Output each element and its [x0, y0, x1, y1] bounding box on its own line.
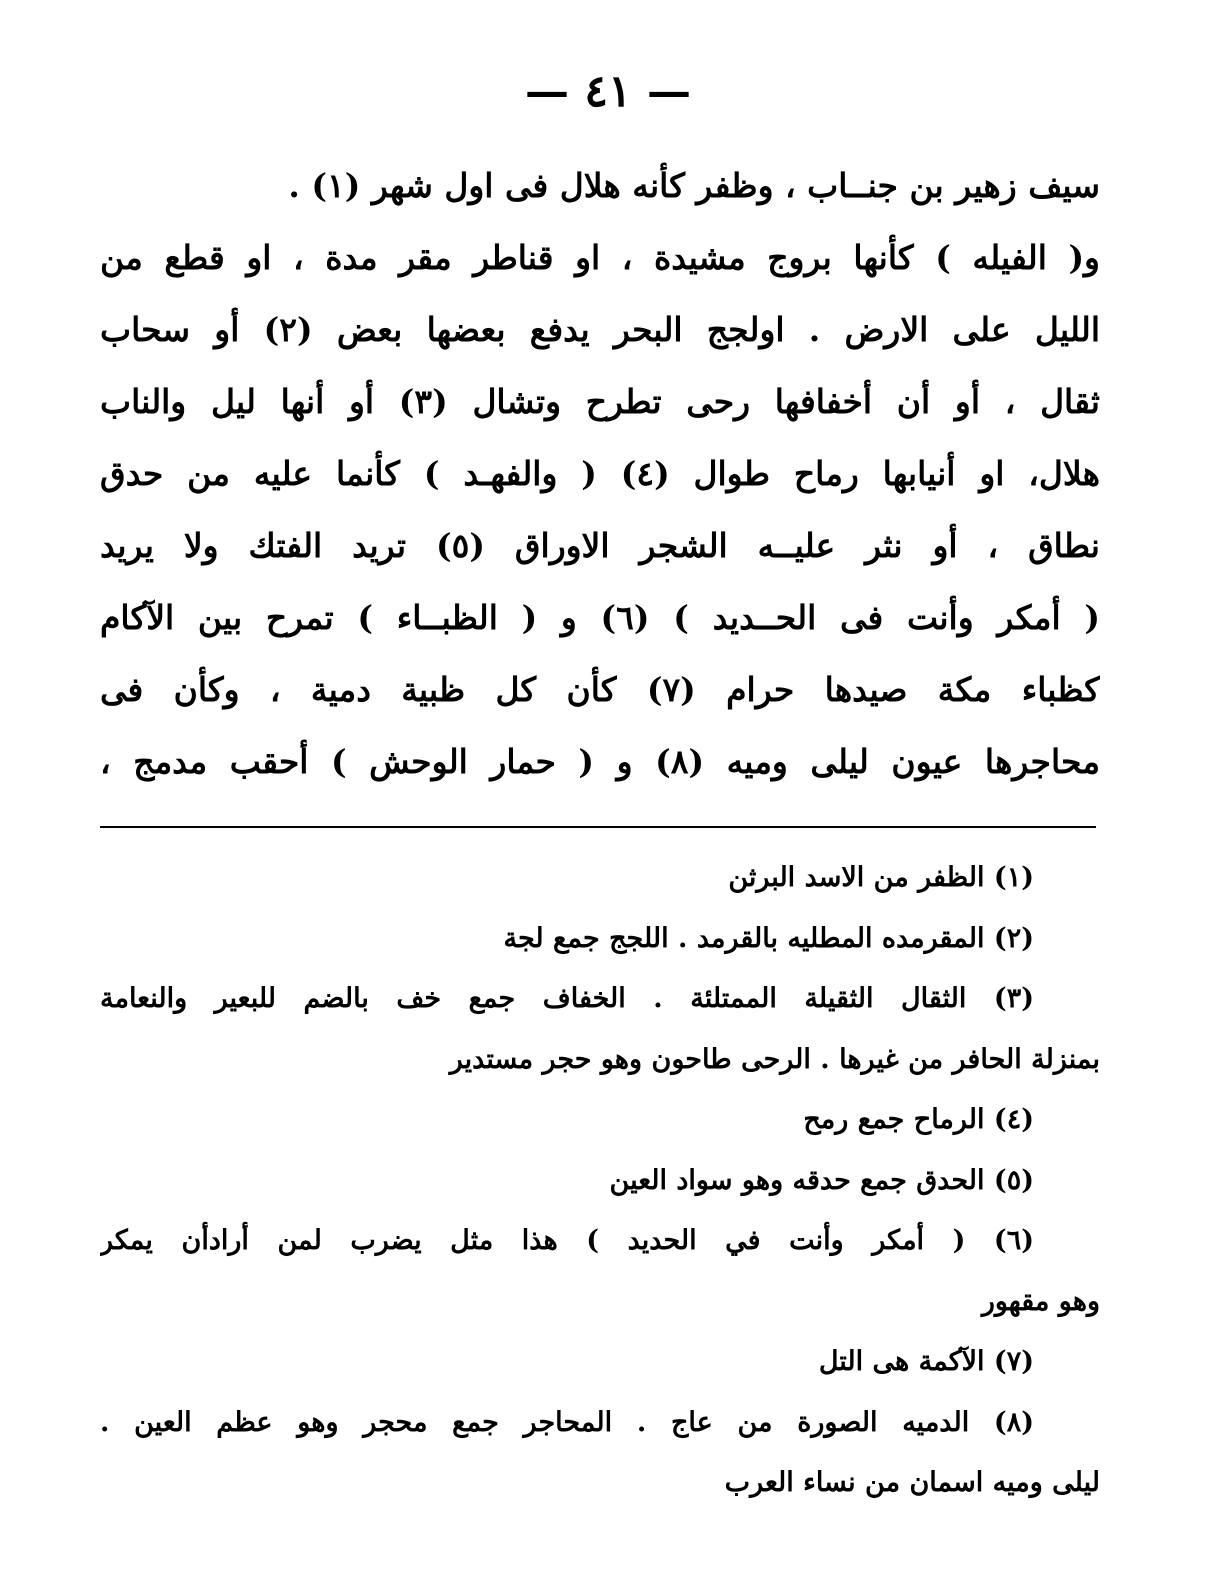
footnote-line: (٥) الحدق جمع حدقه وهو سواد العين: [609, 1164, 1034, 1196]
body-line: محاجرها عيون ليلى وميه (٨) و ( حمار الوحش ) أحقب مدمج ،: [100, 742, 1100, 781]
footnote-line: بمنزلة الحافر من غيرها . الرحى طاحون وهو حجر مستدير: [449, 1043, 1100, 1075]
footnote-line: (٦) ( أمكر وأنت في الحديد ) هذا مثل يضرب لمن أرادأن يمكر: [100, 1225, 1034, 1256]
page-number: — ٤١ —: [525, 66, 691, 117]
body-line: هلال، او أنيابها رماح طوال (٤) ( والفهـد ) كأنما عليه من حدق: [100, 454, 1100, 493]
footnote-line: (٨) الدميه الصورة من عاج . المحاجر جمع محجر وهو عظم العين .: [100, 1406, 1034, 1438]
footnote-line: (٧) الآكمة هى التل: [818, 1346, 1034, 1377]
footnote-divider: [100, 826, 1096, 828]
footnote-line: (٢) المقرمده المطليه بالقرمد . اللجج جمع لجة: [503, 922, 1034, 954]
footnote-line: (٤) الرماح جمع رمح: [803, 1104, 1034, 1135]
footnote-line: وهو مقهور: [981, 1285, 1100, 1317]
footnote-line: (٣) الثقال الثقيلة الممتلئة . الخفاف جمع خف بالضم للبعير والنعامة: [100, 983, 1034, 1014]
body-line: نطاق ، أو نثر عليــه الشجر الاوراق (٥) تريد الفتك ولا يريد: [100, 526, 1100, 565]
body-line: ثقال ، أو أن أخفافها رحى تطرح وتشال (٣) أو أنها ليل والناب: [100, 382, 1100, 421]
body-line: كظباء مكة صيدها حرام (٧) كأن كل ظبية دمية ، وكأن فى: [100, 670, 1100, 709]
footnote-line: ليلى وميه اسمان من نساء العرب: [724, 1467, 1100, 1498]
body-line: ( أمكر وأنت فى الحــديد ) (٦) و ( الظبــاء ) تمرح بين الآكام: [100, 598, 1100, 637]
body-line: و( الفيله ) كأنها بروج مشيدة ، او قناطر مقر مدة ، او قطع من: [100, 238, 1100, 277]
body-line: سيف زهير بن جنــاب ، وظفر كأنه هلال فى اول شهر (١) .: [288, 166, 1100, 205]
footnote-line: (١) الظفر من الاسد البرثن: [728, 862, 1034, 893]
body-text: [100, 150, 1100, 798]
body-line: الليل على الارض . اولجج البحر يدفع بعضها بعض (٢) أو سحاب: [100, 310, 1100, 349]
footnotes: [100, 848, 1100, 1514]
